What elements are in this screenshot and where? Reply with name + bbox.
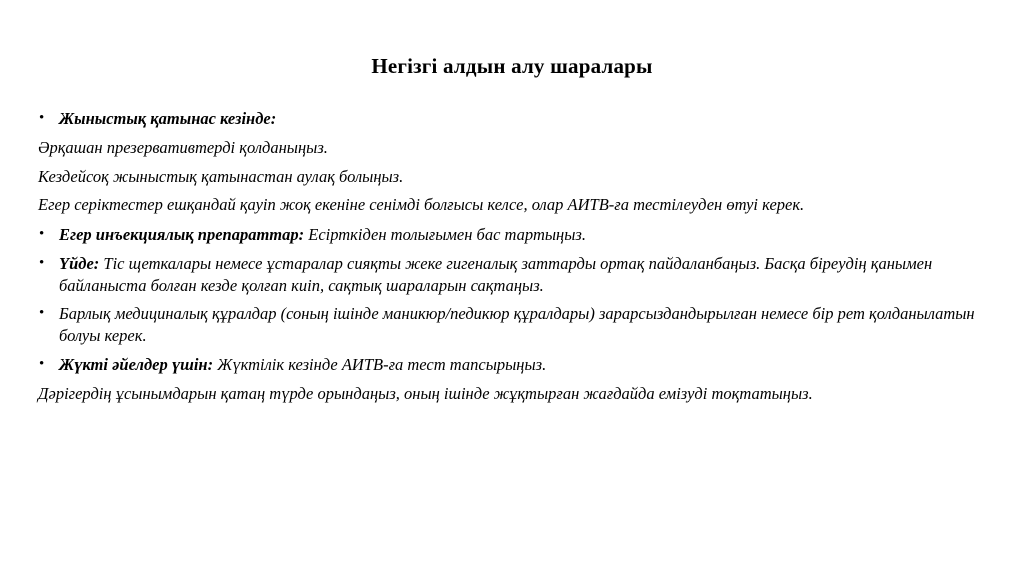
bullet-icon: • — [39, 226, 45, 243]
paragraph: Әрқашан презервативтерді қолданыңыз. — [38, 137, 328, 157]
list-item-text: Барлық медициналық құралдар (соның ішінде маникюр/педикюр құралдары) зарарсыздандырылған немесе бір рет қолданылатын болуы керек. — [59, 304, 975, 346]
list-item-lead: Жүкті әйелдер үшін: — [59, 354, 214, 374]
list-item — [30, 354, 994, 376]
content-body — [30, 108, 994, 410]
paragraph: Дәрігердің ұсынымдарын қатаң түрде орындаңыз, оның ішінде жұқтырған жағдайда емізуді тоқтатыңыз. — [38, 383, 813, 403]
bullet-icon: • — [39, 254, 45, 271]
list-item — [30, 108, 994, 130]
list-item-text: Есірткіден толығымен бас тартыңыз. — [304, 225, 586, 245]
list-item-lead: Жыныстық қатынас кезінде: — [59, 109, 277, 128]
bullet-icon: • — [39, 110, 45, 126]
paragraph: Егер серіктестер ешқандай қауіп жоқ екеніне сенімді болғысы келсе, олар АИТВ-ға тестілеуден өтуі керек. — [38, 195, 805, 215]
list-item-lead: Егер инъекциялық препараттар: — [59, 225, 305, 245]
paragraph: Кездейсоқ жыныстық қатынастан аулақ болыңыз. — [38, 166, 404, 186]
list-item — [30, 303, 994, 347]
list-item-text: Жүктілік кезінде АИТВ-ға тест тапсырыңыз. — [213, 354, 547, 374]
page-title: Негізгі алдын алу шаралары — [371, 54, 653, 78]
list-item-lead: Үйде: — [59, 253, 100, 273]
list-item-text: Тіс щеткалары немесе ұстаралар сияқты жеке гигеналық заттарды ортақ пайдаланбаңыз. Басқа біреудің қанымен байланыста болған кезде қолғап киіп, сақтық шараларын сақтаңыз. — [59, 253, 933, 295]
list-item — [30, 253, 994, 297]
bullet-icon: • — [39, 355, 45, 372]
bullet-icon: • — [39, 305, 45, 322]
list-item — [30, 224, 994, 246]
